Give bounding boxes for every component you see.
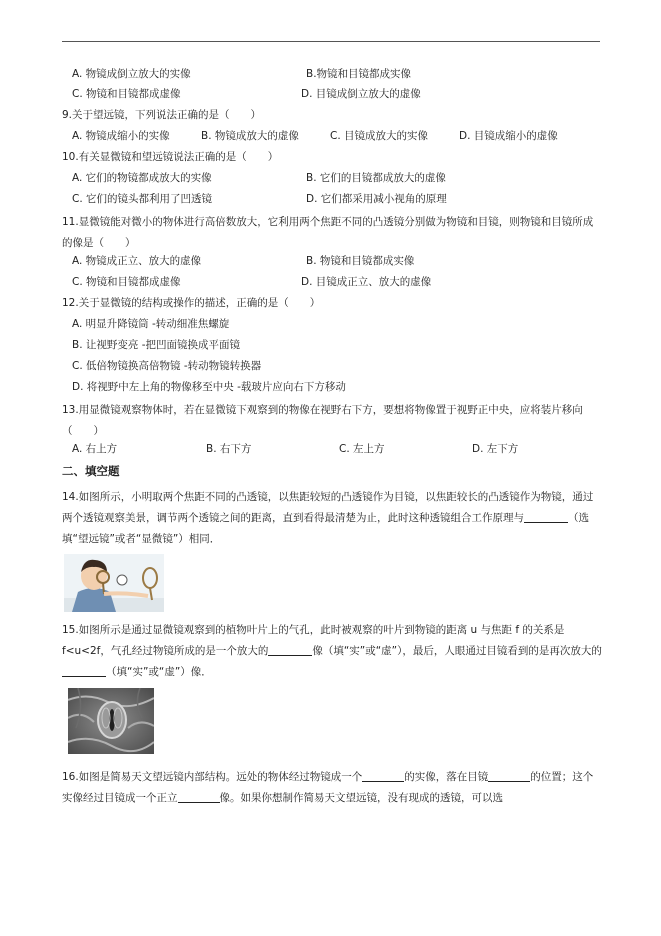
q10-stem: 10.有关显微镜和望远镜说法正确的是（ ）	[62, 151, 279, 163]
q15-text	[62, 620, 602, 683]
q16-blank-2[interactable]	[488, 769, 530, 782]
q16-text-part4: 像。如果你想制作简易天文望远镜，没有现成的透镜，可以选	[219, 792, 503, 804]
q13-option-b: B. 右下方	[206, 443, 252, 455]
q9-option-c: C. 目镜成放大的实像	[330, 130, 429, 142]
q16-blank-3[interactable]	[178, 790, 220, 803]
q11-option-a: A. 物镜成正立、放大的虚像	[72, 255, 202, 267]
q9-option-d: D. 目镜成缩小的虚像	[459, 130, 558, 142]
q8-option-c: C. 物镜和目镜都成虚像	[72, 88, 181, 100]
q14-text	[62, 487, 602, 550]
q14-blank[interactable]	[524, 510, 568, 523]
q15-blank-1[interactable]	[268, 643, 312, 656]
q8-option-a: A. 物镜成倒立放大的实像	[72, 68, 191, 80]
q9-option-b: B. 物镜成放大的虚像	[201, 130, 299, 142]
q14-text-part2: （选填“望远镜”或者“显微镜”）相同．	[62, 512, 589, 545]
q12-option-c: C. 低倍物镜换高倍物镜 -转动物镜转换器	[72, 360, 262, 372]
q10-option-c: C. 它们的镜头都利用了凹透镜	[72, 193, 213, 205]
q9-option-a: A. 物镜成缩小的实像	[72, 130, 170, 142]
q12-option-d: D. 将视野中左上角的物像移至中央 -载玻片应向右下方移动	[72, 381, 346, 393]
q15-text-part1: 15.如图所示是通过显微镜观察到的植物叶片上的气孔，此时被观察的叶片到物镜的距离 u 与焦距 f 的关系是 f<u<2f，气孔经过物镜所成的是一个放大的	[62, 624, 565, 657]
q12-stem: 12.关于显微镜的结构或操作的描述，正确的是（ ）	[62, 297, 321, 309]
q12-option-a: A. 明显升降镜筒 -转动细准焦螺旋	[72, 318, 230, 330]
q8-option-b: B.物镜和目镜都成实像	[306, 68, 412, 80]
q15-blank-2[interactable]	[62, 664, 106, 677]
q11-stem: 11.显微镜能对微小的物体进行高倍数放大，它利用两个焦距不同的凸透镜分别做为物镜和目镜，则物镜和目镜所成的像是（ ）	[62, 216, 594, 249]
q16-text-part2: 的实像，落在目镜	[404, 771, 489, 783]
q13-stem: 13.用显微镜观察物体时，若在显微镜下观察到的物像在视野右下方，要想将物像置于视野正中央，应将装片移向（ ）	[62, 404, 583, 437]
q11-option-d: D. 目镜成正立、放大的虚像	[301, 276, 432, 288]
q8-option-d: D. 目镜成倒立放大的虚像	[301, 88, 421, 100]
q11-option-b: B. 物镜和目镜都成实像	[306, 255, 415, 267]
q10-option-a: A. 它们的物镜都成放大的实像	[72, 172, 212, 184]
q10-option-b: B. 它们的目镜都成放大的虚像	[306, 172, 446, 184]
q16-text	[62, 767, 602, 809]
q11-option-c: C. 物镜和目镜都成虚像	[72, 276, 181, 288]
q16-text-part3: 的位置；这个实像经过目镜成一个正立	[62, 771, 594, 804]
q15-figure-leaf-stoma	[68, 688, 154, 754]
q9-stem: 9.关于望远镜，下列说法正确的是（ ）	[62, 109, 262, 121]
q15-text-part2: 像（填“实”或“虚”），最后，人眼通过目镜看到的是再次放大的	[312, 645, 602, 657]
q10-option-d: D. 它们都采用减小视角的原理	[306, 193, 447, 205]
q16-blank-1[interactable]	[362, 769, 404, 782]
header-rule	[62, 41, 600, 42]
section-title-fill-in: 二、填空题	[62, 464, 120, 478]
q13-option-c: C. 左上方	[339, 443, 385, 455]
q13-option-d: D. 左下方	[472, 443, 519, 455]
q16-text-part1: 16.如图是简易天文望远镜内部结构。远处的物体经过物镜成一个	[62, 771, 363, 783]
q14-figure-boy-with-lenses	[64, 554, 164, 612]
q15-text-part3: （填“实”或“虚”）像．	[106, 666, 212, 678]
q13-option-a: A. 右上方	[72, 443, 118, 455]
q12-option-b: B. 让视野变亮 -把凹面镜换成平面镜	[72, 339, 241, 351]
q14-text-part1: 14.如图所示，小明取两个焦距不同的凸透镜，以焦距较短的凸透镜作为目镜，以焦距较长的凸透镜作为物镜，通过两个透镜观察美景，调节两个透镜之间的距离，直到看得最清楚为止，此时这种透镜组合工作原理与	[62, 491, 594, 524]
